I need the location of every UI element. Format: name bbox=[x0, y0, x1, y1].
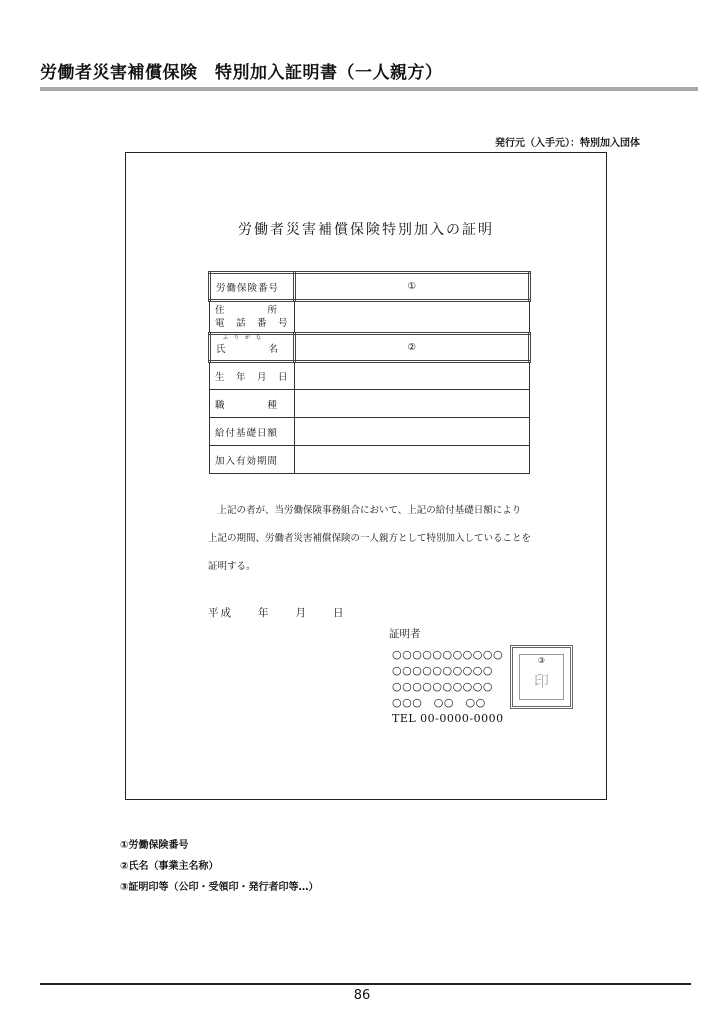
certificate-title: 労働者災害補償保険特別加入の証明 bbox=[238, 222, 494, 238]
table-row-validity-period bbox=[210, 446, 530, 474]
footer-divider bbox=[40, 983, 691, 985]
certificate-form bbox=[125, 152, 607, 800]
row-label: 労働保険番号 bbox=[210, 273, 295, 301]
row-label: 職 種 bbox=[210, 390, 295, 418]
table-row-insurance-number bbox=[210, 273, 530, 301]
certifier-line: ○○○○○○○○○○ bbox=[392, 680, 493, 693]
certifier-phone: TEL 00-0000-0000 bbox=[392, 712, 504, 725]
row-value bbox=[294, 446, 529, 474]
table-row-address-phone bbox=[210, 301, 530, 334]
legend-item: ②氏名（事業主名称） bbox=[120, 861, 219, 872]
row-label-text: 氏 名 bbox=[216, 343, 280, 355]
row-value bbox=[294, 301, 529, 334]
legend bbox=[120, 835, 318, 898]
legend-item: ①労働保険番号 bbox=[120, 840, 189, 851]
certifier-line: ○○○○○○○○○○ bbox=[392, 664, 493, 677]
certifier-label: 証明者 bbox=[389, 628, 421, 640]
table-row-daily-benefit bbox=[210, 418, 530, 446]
issuer-note: 発行元（入手元）：特別加入団体 bbox=[495, 138, 640, 149]
legend-item: ③証明印等（公印・受領印・発行者印等…） bbox=[120, 882, 319, 893]
page-title: 労働者災害補償保険 特別加入証明書（一人親方） bbox=[40, 63, 443, 83]
certificate-body bbox=[208, 497, 548, 581]
body-line: 証明する。 bbox=[208, 561, 256, 572]
row-label: 加入有効期間 bbox=[210, 446, 295, 474]
certificate-table bbox=[208, 271, 531, 474]
row-value bbox=[294, 362, 529, 390]
certifier-line: ○○○ ○○ ○○ bbox=[392, 696, 486, 709]
seal-stamp-inner bbox=[519, 654, 564, 700]
row-label bbox=[210, 334, 295, 362]
row-label: 給付基礎日額 bbox=[210, 418, 295, 446]
row-value bbox=[294, 418, 529, 446]
certifier-line: ○○○○○○○○○○○ bbox=[392, 648, 504, 661]
table-row-birthdate bbox=[210, 362, 530, 390]
body-line: 上記の者が、当労働保険事務組合において、上記の給付基礎日額により bbox=[208, 505, 522, 516]
table-row-name bbox=[210, 334, 530, 362]
row-label bbox=[210, 301, 295, 334]
row-value: ② bbox=[294, 334, 529, 362]
table-row-occupation bbox=[210, 390, 530, 418]
date-line: 平成 年 月 日 bbox=[208, 607, 346, 619]
row-label: 生 年 月 日 bbox=[210, 362, 295, 390]
header-divider bbox=[40, 87, 698, 91]
row-label-line: 電 話 番 号 bbox=[215, 318, 289, 329]
furigana-label: ふりがな bbox=[223, 335, 268, 341]
seal-stamp-box bbox=[510, 645, 573, 709]
stamp-number: ③ bbox=[537, 656, 546, 665]
row-value: ① bbox=[294, 273, 529, 301]
seal-icon: 印 bbox=[533, 672, 549, 690]
page-number: 86 bbox=[353, 988, 371, 1003]
body-line: 上記の期間、労働者災害補償保険の一人親方として特別加入していることを bbox=[208, 533, 532, 544]
row-value bbox=[294, 390, 529, 418]
row-label-line: 住 所 bbox=[215, 305, 279, 316]
certifier-details bbox=[392, 647, 504, 727]
